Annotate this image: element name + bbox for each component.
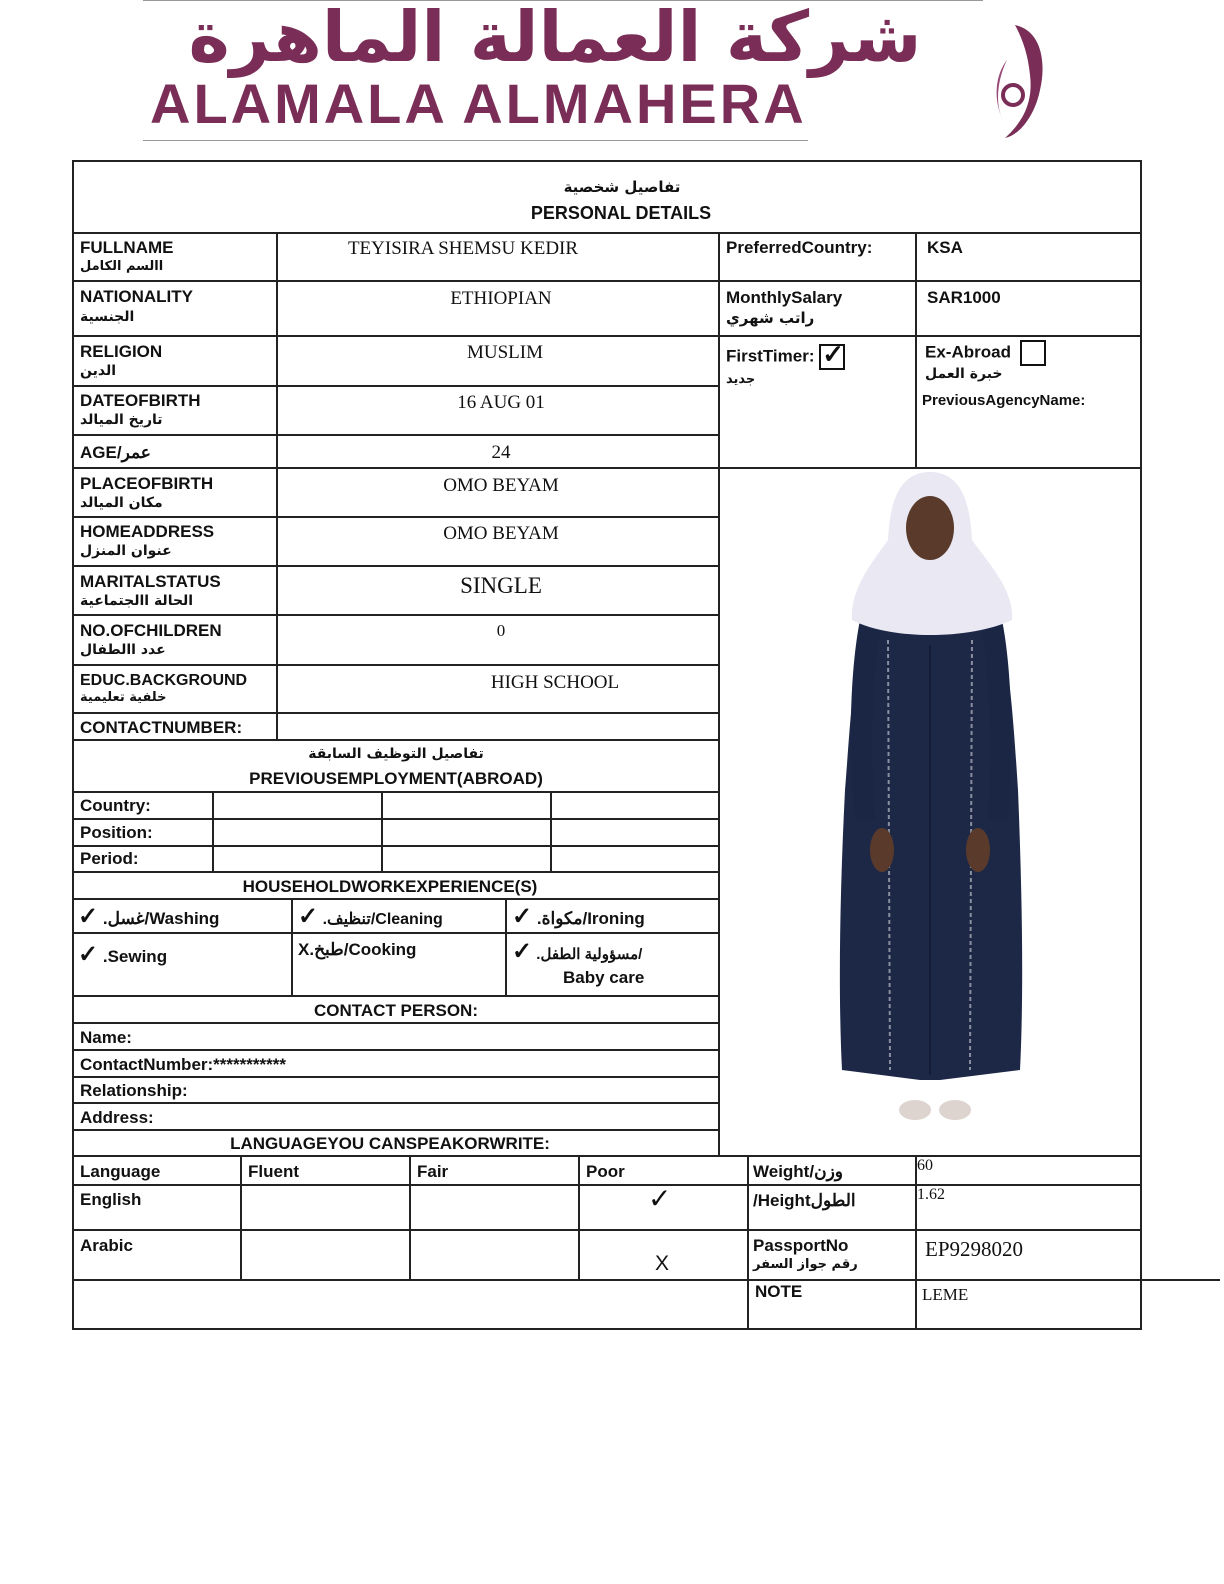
rule xyxy=(747,1155,749,1330)
rule xyxy=(72,565,720,567)
rule xyxy=(240,1155,242,1280)
marital-label: MARITALSTATUS xyxy=(80,572,221,591)
check-icon: ✓ xyxy=(648,1183,672,1214)
babycare-label-ar: .مسؤولية الطفل/ xyxy=(536,946,643,963)
preferred-country-value: KSA xyxy=(927,238,963,257)
check-icon: ✓ xyxy=(78,903,99,930)
lang-header-poor: Poor xyxy=(586,1162,625,1181)
home-label-ar: عنوان المنزل xyxy=(80,543,172,559)
fullname-label-ar: االسم الكامل xyxy=(80,259,164,274)
babycare-label: Baby care xyxy=(563,968,645,987)
check-icon: ✓ xyxy=(78,941,99,968)
cleaning-item xyxy=(298,902,443,931)
rule xyxy=(72,898,720,900)
nationality-label-ar: الجنسية xyxy=(80,309,135,325)
ex-abroad-text: Ex-Abroad xyxy=(925,342,1011,362)
age-label: AGE/عمر xyxy=(80,443,151,462)
brand-latin: ALAMALA ALMAHERA xyxy=(150,72,807,135)
first-timer-label xyxy=(726,339,845,370)
brand-arabic: شركة العمالة الماهرة xyxy=(188,0,922,78)
children-value: 0 xyxy=(496,621,506,640)
age-value: 24 xyxy=(491,442,511,463)
passport-value: EP9298020 xyxy=(925,1237,1024,1261)
rule xyxy=(72,1022,720,1024)
passport-label: PassportNo xyxy=(753,1236,849,1255)
rule xyxy=(72,232,1142,234)
rule xyxy=(72,1076,720,1078)
check-icon: ✓ xyxy=(512,938,533,965)
dob-label-ar: تاريخ الميالد xyxy=(80,412,163,428)
home-value: OMO BEYAM xyxy=(443,523,559,544)
ironing-label: .مكواة/Ironing xyxy=(536,909,645,928)
rule xyxy=(72,1184,1142,1186)
prev-employment-title-ar: تفاصيل التوظيف السابقة xyxy=(308,746,484,762)
rule xyxy=(291,898,293,996)
children-label-ar: عدد االطفال xyxy=(80,642,166,658)
contact-name-label: Name: xyxy=(80,1028,132,1047)
cross-icon: X xyxy=(655,1252,670,1275)
prev-period-label: Period: xyxy=(80,849,139,868)
salary-label-ar: راتب شهري xyxy=(726,309,815,327)
pob-label-ar: مكان الميالد xyxy=(80,495,163,511)
rule xyxy=(72,1155,1142,1157)
first-timer-checkbox[interactable] xyxy=(819,339,845,370)
personal-details-title-ar: تفاصيل شخصية xyxy=(563,178,681,196)
passport-label-ar: رقم جواز السفر xyxy=(753,1257,858,1272)
rule xyxy=(72,467,1142,469)
lang-header-fluent: Fluent xyxy=(248,1162,299,1181)
religion-label-ar: الدين xyxy=(80,363,116,379)
rule xyxy=(72,712,720,714)
note-label: NOTE xyxy=(755,1282,803,1301)
contact-number-label: ContactNumber:*********** xyxy=(80,1055,286,1074)
rule xyxy=(381,791,383,872)
rule xyxy=(72,791,720,793)
pob-value: OMO BEYAM xyxy=(443,475,559,496)
household-title: HOUSEHOLDWORKEXPERIENCE(S) xyxy=(242,877,538,896)
rule xyxy=(72,845,720,847)
prev-position-label: Position: xyxy=(80,823,153,842)
nationality-value: ETHIOPIAN xyxy=(450,288,552,309)
educ-label: EDUC.BACKGROUND xyxy=(80,672,248,689)
rule xyxy=(72,434,720,436)
salary-label: MonthlySalary xyxy=(726,288,843,307)
lang-arabic: Arabic xyxy=(80,1236,133,1255)
check-icon: ✓ xyxy=(512,903,533,930)
rule xyxy=(409,1155,411,1280)
rule xyxy=(72,1279,1220,1281)
rule xyxy=(72,739,720,741)
nationality-label: NATIONALITY xyxy=(80,287,194,306)
home-label: HOMEADDRESS xyxy=(80,522,215,541)
col-divider-right xyxy=(915,232,917,468)
educ-label-ar: خلفية تعليمية xyxy=(80,690,167,705)
marital-label-ar: الحالة االجتماعية xyxy=(80,593,194,609)
rule xyxy=(72,280,1142,282)
rule xyxy=(72,614,720,616)
first-timer-label-ar: جديد xyxy=(726,372,756,387)
lang-header-language: Language xyxy=(80,1162,161,1181)
rule xyxy=(72,1229,1142,1231)
preferred-country-label: PreferredCountry: xyxy=(726,238,873,257)
cooking-label: .طبخ/Cooking xyxy=(309,940,417,959)
dob-value: 16 AUG 01 xyxy=(457,392,545,413)
rule xyxy=(72,871,720,873)
prev-employment-title: PREVIOUSEMPLOYMENT(ABROAD) xyxy=(249,769,543,788)
rule xyxy=(578,1155,580,1280)
washing-label: .غسل/Washing xyxy=(102,909,220,928)
lang-english: English xyxy=(80,1190,142,1209)
sewing-item xyxy=(78,940,167,969)
fullname-value: TEYISIRA SHEMSU KEDIR xyxy=(347,238,579,259)
dob-label: DATEOFBIRTH xyxy=(80,391,201,410)
ex-abroad-label-ar: خبرة العمل xyxy=(925,366,1003,382)
religion-value: MUSLIM xyxy=(466,342,543,363)
rule xyxy=(550,791,552,872)
rule xyxy=(72,664,720,666)
weight-label: Weight/وزن xyxy=(753,1162,843,1181)
babycare-item xyxy=(512,937,642,966)
cooking-item xyxy=(298,940,416,960)
rule xyxy=(915,1155,917,1330)
frame-top xyxy=(72,160,1142,162)
personal-details-title: PERSONAL DETAILS xyxy=(530,203,712,223)
first-timer-text: FirstTimer: xyxy=(726,346,815,366)
rule xyxy=(72,1129,720,1131)
ex-abroad-checkbox[interactable] xyxy=(1020,340,1046,366)
rule xyxy=(72,516,720,518)
rule xyxy=(505,898,507,996)
fullname-label: FULLNAME xyxy=(80,238,174,257)
rule xyxy=(72,1102,720,1104)
educ-value: HIGH SCHOOL xyxy=(490,672,620,693)
marital-value: SINGLE xyxy=(460,573,542,598)
rule xyxy=(72,932,720,934)
lang-header-fair: Fair xyxy=(417,1162,449,1181)
check-icon: ✓ xyxy=(298,903,319,930)
rule xyxy=(72,995,720,997)
frame-bottom xyxy=(72,1328,1142,1330)
ironing-item xyxy=(512,902,645,931)
ex-abroad-label xyxy=(925,340,1046,366)
salary-value: SAR1000 xyxy=(927,288,1001,307)
contact-person-title: CONTACT PERSON: xyxy=(313,1001,478,1020)
rule xyxy=(72,1049,720,1051)
height-value: 1.62 xyxy=(917,1186,945,1203)
rule xyxy=(72,818,720,820)
height-label: /Heightالطول xyxy=(753,1191,856,1210)
prev-agency-label: PreviousAgencyName: xyxy=(922,392,1086,409)
washing-item xyxy=(78,902,219,931)
cross-icon: X xyxy=(298,940,310,959)
check-icon: ✓ xyxy=(822,339,845,369)
note-value: LEME xyxy=(922,1285,969,1304)
contact-address-label: Address: xyxy=(80,1108,154,1127)
rule xyxy=(72,335,1142,337)
contact-relationship-label: Relationship: xyxy=(80,1081,188,1100)
header-bottom-rule xyxy=(143,140,808,141)
sewing-label: .Sewing xyxy=(102,947,168,966)
rule xyxy=(72,385,720,387)
pob-label: PLACEOFBIRTH xyxy=(80,474,214,493)
prev-country-label: Country: xyxy=(80,796,151,815)
cleaning-label: .تنظيف/Cleaning xyxy=(322,911,443,928)
logo-icon xyxy=(985,20,1050,145)
contact-label: CONTACTNUMBER: xyxy=(80,718,243,737)
religion-label: RELIGION xyxy=(80,342,163,361)
languages-title: LANGUAGEYOU CANSPEAKORWRITE: xyxy=(230,1134,550,1153)
candidate-photo xyxy=(830,470,1030,1135)
rule xyxy=(212,791,214,872)
children-label: NO.OFCHILDREN xyxy=(80,621,222,640)
weight-value: 60 xyxy=(917,1157,933,1174)
